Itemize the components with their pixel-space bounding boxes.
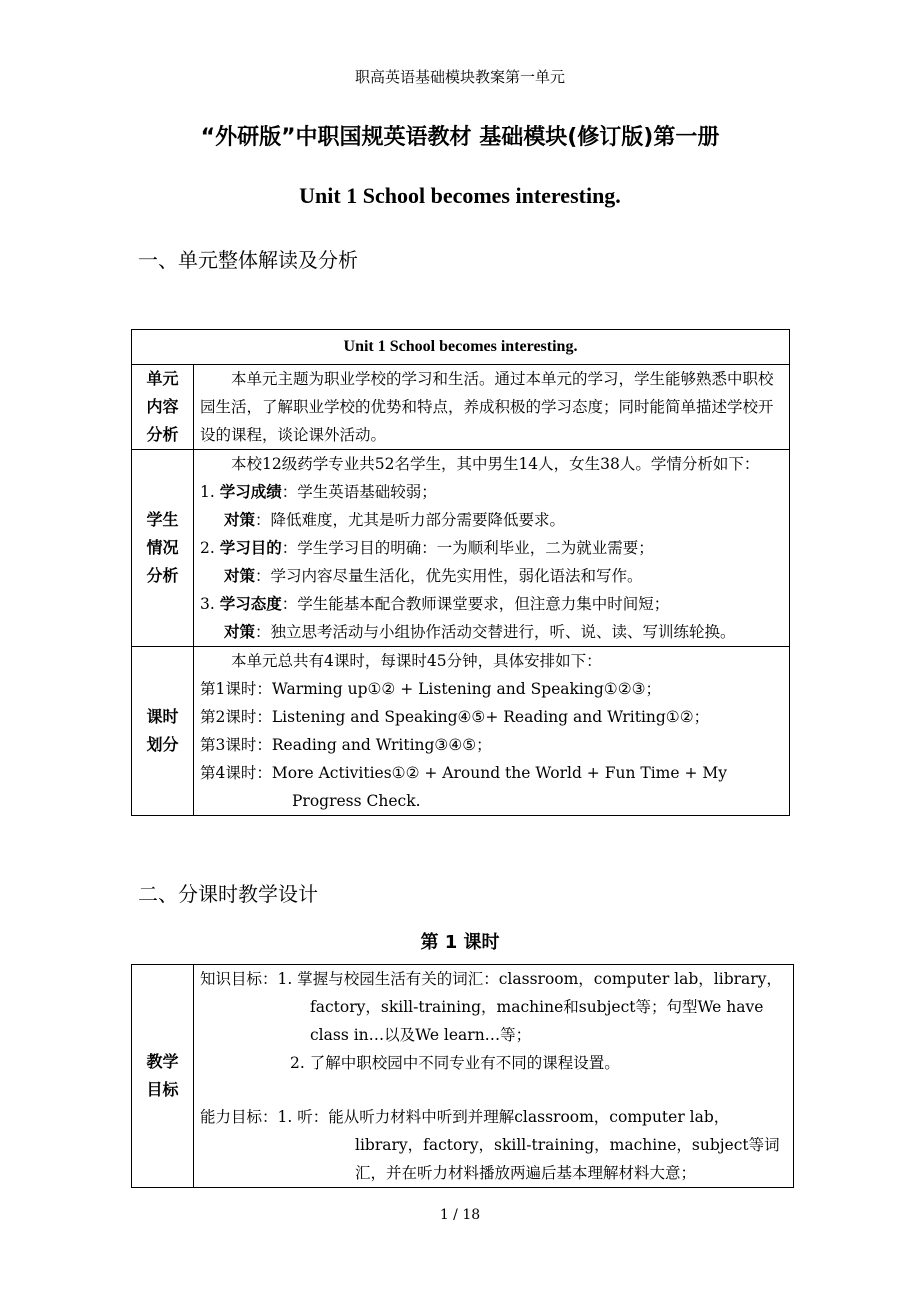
lesson-division-cell: [194, 647, 790, 816]
list-item-strategy: 对策：降低难度，尤其是听力部分需要降低要求。: [224, 511, 566, 529]
row-label-student-analysis: 学生 情况 分析: [132, 450, 194, 647]
table-header: Unit 1 School becomes interesting.: [132, 330, 790, 365]
ability-goal-1: 能力目标：1. 听：能从听力材料中听到并理解classroom，computer lab，library，factory，skill-training，machine，subject等词汇，并在听力材料播放两遍后基本理解材料大意；: [200, 1108, 780, 1182]
section-heading-1: 一、单元整体解读及分析: [138, 248, 358, 272]
document-title: “外研版”中职国规英语教材 基础模块(修订版)第一册: [200, 125, 720, 150]
student-analysis-intro: 本校12级药学专业共52名学生，其中男生14人，女生38人。学情分析如下：: [231, 455, 760, 473]
row-label-unit-content: 单元 内容 分析: [132, 365, 194, 450]
list-item: 3. 学习态度：学生能基本配合教师课堂要求，但注意力集中时间短；: [200, 595, 670, 613]
section-heading-2: 二、分课时教学设计: [138, 882, 318, 906]
unit-content-cell: [194, 365, 790, 450]
lesson-division-intro: 本单元总共有4课时，每课时45分钟，具体安排如下：: [231, 652, 602, 670]
lesson-plan-item: 第4课时：More Activities①② + Around the World + Fun Time + My Progress Check.: [200, 764, 727, 810]
teaching-goals-cell: [194, 965, 794, 1188]
lesson-plan-item: 第2课时：Listening and Speaking④⑤+ Reading and Writing①②；: [200, 708, 710, 726]
list-item-strategy: 对策：学习内容尽量生活化，优先实用性，弱化语法和写作。: [224, 567, 643, 585]
unit-title: Unit 1 School becomes interesting.: [299, 183, 621, 208]
list-item: 1. 学习成绩：学生英语基础较弱；: [200, 483, 437, 501]
page-header: 职高英语基础模块教案第一单元: [354, 68, 565, 86]
page-number: 1 / 18: [439, 1207, 481, 1223]
knowledge-goal-1: 知识目标：1. 掌握与校园生活有关的词汇：classroom，computer lab，library，factory，skill-training，machine和subject等；句型We have class in…以及We learn…等；: [200, 970, 782, 1044]
teaching-goals-table: [131, 964, 794, 1188]
unit-content-text: 本单元主题为职业学校的学习和生活。通过本单元的学习，学生能够熟悉中职校园生活，了解职业学校的优势和特点，养成积极的学习态度；同时能简单描述学校开设的课程，谈论课外活动。: [200, 370, 774, 444]
unit-analysis-table: [131, 329, 790, 816]
lesson-plan-item: 第1课时：Warming up①② + Listening and Speaking①②③；: [200, 680, 661, 698]
knowledge-goal-2: 2. 了解中职校园中不同专业有不同的课程设置。: [290, 1054, 620, 1072]
student-analysis-cell: [194, 450, 790, 647]
list-item-strategy: 对策：独立思考活动与小组协作活动交替进行，听、说、读、写训练轮换。: [224, 623, 736, 641]
row-label-teaching-goals: 教学 目标: [132, 965, 194, 1188]
list-item: 2. 学习目的：学生学习目的明确：一为顺利毕业，二为就业需要；: [200, 539, 654, 557]
lesson-plan-item: 第3课时：Reading and Writing③④⑤；: [200, 736, 492, 754]
row-label-lesson-division: 课时 划分: [132, 647, 194, 816]
lesson-1-title: 第 1 课时: [420, 932, 500, 953]
